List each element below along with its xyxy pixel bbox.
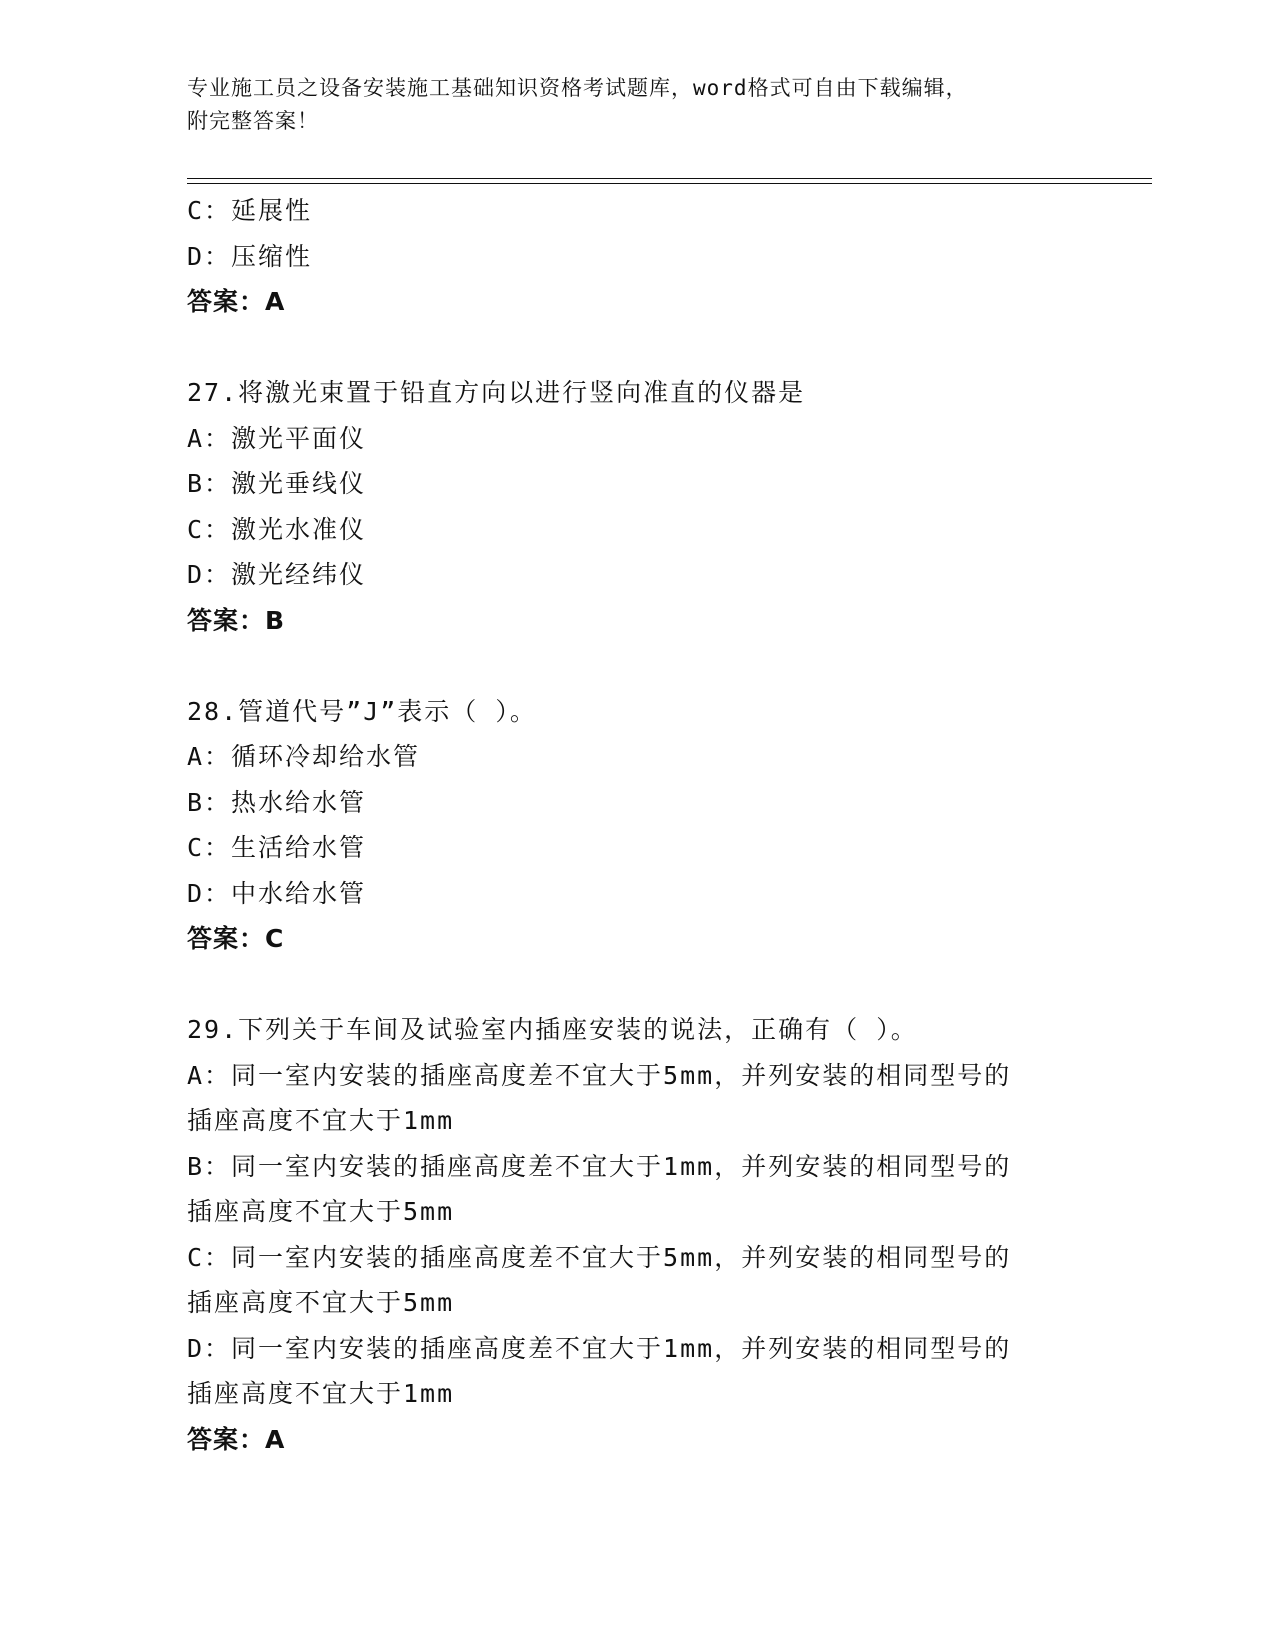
question-text: 29.下列关于车间及试验室内插座安装的说法，正确有（ ）。 — [187, 1015, 918, 1044]
option-a-line-1: A：同一室内安装的插座高度差不宜大于5mm，并列安装的相同型号的 — [187, 1060, 1012, 1090]
answer-line: 答案：A — [187, 287, 286, 316]
document-body — [187, 188, 1087, 1462]
option-b-line-1: B：同一室内安装的插座高度差不宜大于1mm，并列安装的相同型号的 — [187, 1151, 1012, 1181]
option-c: C：生活给水管 — [187, 833, 367, 862]
question-27 — [187, 370, 1087, 643]
option-b: B：热水给水管 — [187, 787, 367, 817]
document-header — [187, 72, 1067, 138]
option-d: D：中水给水管 — [187, 878, 367, 908]
option-c-line-2: 插座高度不宜大于5mm — [187, 1288, 455, 1317]
question-text: 28.管道代号”J”表示（ ）。 — [187, 696, 537, 726]
question-28 — [187, 689, 1087, 962]
option-d: D：激光经纬仪 — [187, 560, 367, 589]
option-a: A：激光平面仪 — [187, 423, 367, 453]
question-29 — [187, 1007, 1087, 1462]
previous-question-tail — [187, 188, 1087, 325]
question-text: 27.将激光束置于铅直方向以进行竖向准直的仪器是 — [187, 378, 806, 407]
option-c: C：激光水准仪 — [187, 514, 367, 544]
header-line-2: 附完整答案！ — [187, 109, 319, 133]
option-d: D：压缩性 — [187, 241, 313, 271]
answer-line: 答案：A — [187, 1424, 286, 1454]
option-d-line-2: 插座高度不宜大于1mm — [187, 1379, 455, 1408]
option-a: A：循环冷却给水管 — [187, 742, 421, 771]
header-divider-bottom — [187, 183, 1152, 184]
spacer — [187, 643, 1087, 689]
answer-line: 答案：B — [187, 605, 286, 635]
option-a-line-2: 插座高度不宜大于1mm — [187, 1106, 455, 1135]
header-line-1: 专业施工员之设备安装施工基础知识资格考试题库，word格式可自由下载编辑， — [187, 76, 968, 100]
spacer — [187, 962, 1087, 1008]
header-divider-top — [187, 178, 1152, 179]
spacer — [187, 325, 1087, 371]
option-b-line-2: 插座高度不宜大于5mm — [187, 1197, 455, 1226]
option-c: C：延展性 — [187, 196, 313, 225]
option-d-line-1: D：同一室内安装的插座高度差不宜大于1mm，并列安装的相同型号的 — [187, 1333, 1012, 1363]
option-b: B：激光垂线仪 — [187, 469, 367, 498]
option-c-line-1: C：同一室内安装的插座高度差不宜大于5mm，并列安装的相同型号的 — [187, 1242, 1012, 1272]
answer-line: 答案：C — [187, 924, 285, 953]
